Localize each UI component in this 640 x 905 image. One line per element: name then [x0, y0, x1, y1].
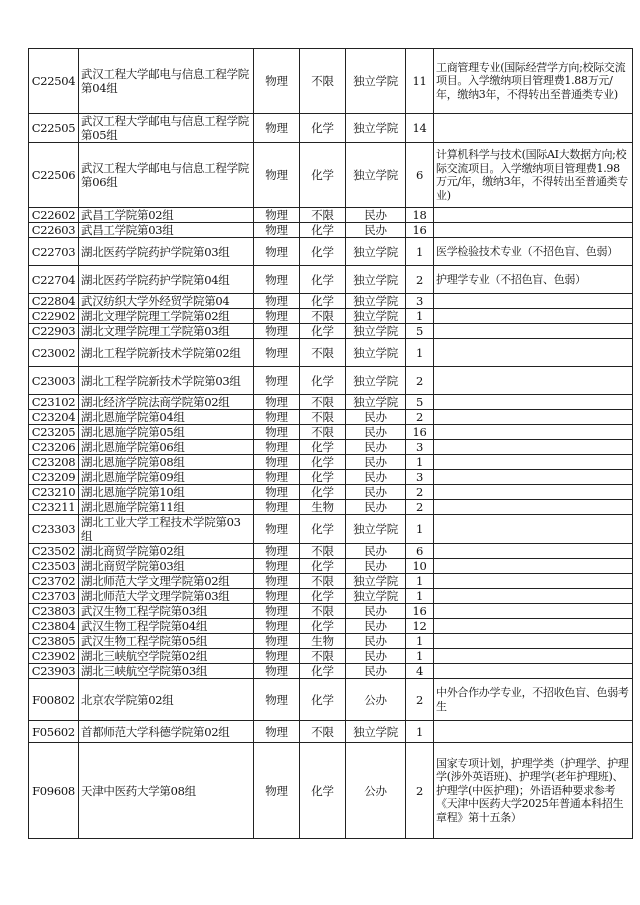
remark-cell	[434, 664, 633, 679]
group-code-cell: C23703	[29, 589, 79, 604]
group-code-cell: C23102	[29, 395, 79, 410]
remark-cell: 护理学专业（不招色盲、色弱）	[434, 266, 633, 294]
school-group-cell: 湖北恩施学院第05组	[79, 425, 254, 440]
school-group-cell: 湖北师范大学文理学院第02组	[79, 574, 254, 589]
first-subject-cell: 物理	[254, 589, 300, 604]
remark-cell	[434, 455, 633, 470]
plan-count-cell: 3	[406, 294, 434, 309]
school-type-cell: 民办	[346, 500, 406, 515]
school-group-cell: 湖北工程学院新技术学院第02组	[79, 339, 254, 367]
plan-count-cell: 5	[406, 324, 434, 339]
group-code-cell: C22903	[29, 324, 79, 339]
table-row	[29, 589, 633, 604]
plan-count-cell: 1	[406, 515, 434, 544]
first-subject-cell: 物理	[254, 604, 300, 619]
remark-cell	[434, 425, 633, 440]
school-group-cell: 武汉工程大学邮电与信息工程学院第05组	[79, 114, 254, 143]
remark-cell	[434, 294, 633, 309]
second-subject-cell: 化学	[300, 679, 346, 721]
remark-cell	[434, 367, 633, 395]
table-row	[29, 208, 633, 223]
plan-count-cell: 3	[406, 440, 434, 455]
table-row	[29, 455, 633, 470]
plan-count-cell: 1	[406, 649, 434, 664]
second-subject-cell: 化学	[300, 223, 346, 238]
plan-count-cell: 5	[406, 395, 434, 410]
school-type-cell: 民办	[346, 664, 406, 679]
school-group-cell: 湖北医药学院药护学院第03组	[79, 238, 254, 266]
group-code-cell: C22504	[29, 49, 79, 114]
school-group-cell: 湖北恩施学院第04组	[79, 410, 254, 425]
school-group-cell: 武昌工学院第03组	[79, 223, 254, 238]
first-subject-cell: 物理	[254, 440, 300, 455]
first-subject-cell: 物理	[254, 143, 300, 208]
remark-cell	[434, 721, 633, 743]
school-type-cell: 独立学院	[346, 515, 406, 544]
school-type-cell: 民办	[346, 485, 406, 500]
group-code-cell: C23503	[29, 559, 79, 574]
second-subject-cell: 化学	[300, 266, 346, 294]
group-code-cell: C23205	[29, 425, 79, 440]
plan-count-cell: 1	[406, 455, 434, 470]
school-type-cell: 公办	[346, 743, 406, 839]
plan-count-cell: 1	[406, 634, 434, 649]
first-subject-cell: 物理	[254, 294, 300, 309]
second-subject-cell: 不限	[300, 425, 346, 440]
remark-cell	[434, 544, 633, 559]
second-subject-cell: 化学	[300, 294, 346, 309]
second-subject-cell: 不限	[300, 339, 346, 367]
first-subject-cell: 物理	[254, 238, 300, 266]
remark-cell: 国家专项计划，护理学类（护理学、护理学(涉外英语班)、护理学(老年护理班)、护理学(中医护理)；外语语种要求参考《天津中医药大学2025年普通本科招生章程》第十五条）	[434, 743, 633, 839]
first-subject-cell: 物理	[254, 679, 300, 721]
second-subject-cell: 不限	[300, 208, 346, 223]
plan-count-cell: 1	[406, 721, 434, 743]
first-subject-cell: 物理	[254, 559, 300, 574]
table-row	[29, 367, 633, 395]
first-subject-cell: 物理	[254, 500, 300, 515]
school-type-cell: 民办	[346, 440, 406, 455]
plan-count-cell: 6	[406, 544, 434, 559]
table-row	[29, 574, 633, 589]
table-row	[29, 679, 633, 721]
school-group-cell: 湖北三峡航空学院第02组	[79, 649, 254, 664]
table-row	[29, 114, 633, 143]
second-subject-cell: 化学	[300, 367, 346, 395]
first-subject-cell: 物理	[254, 309, 300, 324]
school-group-cell: 天津中医药大学第08组	[79, 743, 254, 839]
group-code-cell: C23803	[29, 604, 79, 619]
first-subject-cell: 物理	[254, 425, 300, 440]
group-code-cell: C23502	[29, 544, 79, 559]
second-subject-cell: 化学	[300, 664, 346, 679]
first-subject-cell: 物理	[254, 485, 300, 500]
plan-count-cell: 2	[406, 410, 434, 425]
second-subject-cell: 生物	[300, 634, 346, 649]
first-subject-cell: 物理	[254, 664, 300, 679]
remark-cell	[434, 589, 633, 604]
group-code-cell: C23003	[29, 367, 79, 395]
second-subject-cell: 不限	[300, 49, 346, 114]
school-type-cell: 独立学院	[346, 324, 406, 339]
plan-count-cell: 2	[406, 485, 434, 500]
plan-count-cell: 3	[406, 470, 434, 485]
group-code-cell: C22505	[29, 114, 79, 143]
plan-count-cell: 16	[406, 223, 434, 238]
first-subject-cell: 物理	[254, 634, 300, 649]
school-type-cell: 民办	[346, 559, 406, 574]
table-row	[29, 440, 633, 455]
first-subject-cell: 物理	[254, 574, 300, 589]
second-subject-cell: 化学	[300, 485, 346, 500]
first-subject-cell: 物理	[254, 114, 300, 143]
first-subject-cell: 物理	[254, 49, 300, 114]
school-type-cell: 独立学院	[346, 589, 406, 604]
table-row	[29, 721, 633, 743]
remark-cell	[434, 114, 633, 143]
table-row	[29, 544, 633, 559]
group-code-cell: C23204	[29, 410, 79, 425]
table-row	[29, 664, 633, 679]
second-subject-cell: 不限	[300, 649, 346, 664]
plan-count-cell: 2	[406, 367, 434, 395]
second-subject-cell: 化学	[300, 619, 346, 634]
group-code-cell: C23902	[29, 649, 79, 664]
school-type-cell: 独立学院	[346, 367, 406, 395]
remark-cell: 工商管理专业(国际经营学方向;校际交流项目。入学缴纳项目管理费1.88万元/年，缴纳3年，不得转出至普通类专业)	[434, 49, 633, 114]
admission-plan-table	[28, 48, 633, 839]
group-code-cell: C23903	[29, 664, 79, 679]
school-group-cell: 北京农学院第02组	[79, 679, 254, 721]
remark-cell	[434, 515, 633, 544]
remark-cell	[434, 410, 633, 425]
plan-count-cell: 4	[406, 664, 434, 679]
group-code-cell: C22506	[29, 143, 79, 208]
school-type-cell: 民办	[346, 619, 406, 634]
table-row	[29, 425, 633, 440]
table-row	[29, 485, 633, 500]
plan-count-cell: 1	[406, 589, 434, 604]
second-subject-cell: 化学	[300, 324, 346, 339]
plan-count-cell: 2	[406, 500, 434, 515]
first-subject-cell: 物理	[254, 395, 300, 410]
school-type-cell: 独立学院	[346, 114, 406, 143]
school-type-cell: 民办	[346, 604, 406, 619]
group-code-cell: C23002	[29, 339, 79, 367]
plan-count-cell: 1	[406, 309, 434, 324]
table-row	[29, 49, 633, 114]
school-type-cell: 独立学院	[346, 574, 406, 589]
table-row	[29, 294, 633, 309]
second-subject-cell: 不限	[300, 309, 346, 324]
table-row	[29, 309, 633, 324]
table-row	[29, 559, 633, 574]
table-row	[29, 604, 633, 619]
school-group-cell: 湖北文理学院理工学院第02组	[79, 309, 254, 324]
group-code-cell: C22703	[29, 238, 79, 266]
school-type-cell: 民办	[346, 223, 406, 238]
group-code-cell: C22804	[29, 294, 79, 309]
table-row	[29, 470, 633, 485]
remark-cell	[434, 324, 633, 339]
first-subject-cell: 物理	[254, 649, 300, 664]
second-subject-cell: 化学	[300, 559, 346, 574]
school-group-cell: 湖北商贸学院第02组	[79, 544, 254, 559]
group-code-cell: F00802	[29, 679, 79, 721]
school-group-cell: 湖北工业大学工程技术学院第03组	[79, 515, 254, 544]
first-subject-cell: 物理	[254, 455, 300, 470]
first-subject-cell: 物理	[254, 208, 300, 223]
second-subject-cell: 不限	[300, 604, 346, 619]
school-type-cell: 独立学院	[346, 238, 406, 266]
plan-count-cell: 1	[406, 238, 434, 266]
school-type-cell: 民办	[346, 470, 406, 485]
second-subject-cell: 不限	[300, 395, 346, 410]
group-code-cell: C23804	[29, 619, 79, 634]
plan-count-cell: 10	[406, 559, 434, 574]
second-subject-cell: 化学	[300, 238, 346, 266]
table-row	[29, 339, 633, 367]
school-group-cell: 湖北恩施学院第11组	[79, 500, 254, 515]
first-subject-cell: 物理	[254, 223, 300, 238]
first-subject-cell: 物理	[254, 367, 300, 395]
school-type-cell: 民办	[346, 544, 406, 559]
remark-cell	[434, 470, 633, 485]
table-row	[29, 634, 633, 649]
first-subject-cell: 物理	[254, 266, 300, 294]
school-group-cell: 湖北恩施学院第06组	[79, 440, 254, 455]
remark-cell: 中外合作办学专业，不招收色盲、色弱考生	[434, 679, 633, 721]
school-type-cell: 民办	[346, 410, 406, 425]
plan-count-cell: 2	[406, 679, 434, 721]
group-code-cell: C23208	[29, 455, 79, 470]
school-group-cell: 武汉生物工程学院第04组	[79, 619, 254, 634]
first-subject-cell: 物理	[254, 721, 300, 743]
school-type-cell: 民办	[346, 208, 406, 223]
school-group-cell: 湖北师范大学文理学院第03组	[79, 589, 254, 604]
school-group-cell: 湖北文理学院理工学院第03组	[79, 324, 254, 339]
first-subject-cell: 物理	[254, 324, 300, 339]
second-subject-cell: 化学	[300, 455, 346, 470]
second-subject-cell: 化学	[300, 143, 346, 208]
remark-cell	[434, 634, 633, 649]
group-code-cell: C23702	[29, 574, 79, 589]
remark-cell	[434, 339, 633, 367]
table-row	[29, 619, 633, 634]
group-code-cell: F09608	[29, 743, 79, 839]
group-code-cell: C23209	[29, 470, 79, 485]
group-code-cell: C23303	[29, 515, 79, 544]
plan-count-cell: 1	[406, 574, 434, 589]
table-row	[29, 266, 633, 294]
remark-cell	[434, 619, 633, 634]
remark-cell	[434, 649, 633, 664]
group-code-cell: C22602	[29, 208, 79, 223]
table-row	[29, 743, 633, 839]
group-code-cell: C23805	[29, 634, 79, 649]
school-group-cell: 湖北工程学院新技术学院第03组	[79, 367, 254, 395]
school-type-cell: 独立学院	[346, 395, 406, 410]
school-type-cell: 民办	[346, 649, 406, 664]
remark-cell	[434, 309, 633, 324]
first-subject-cell: 物理	[254, 619, 300, 634]
school-group-cell: 武昌工学院第02组	[79, 208, 254, 223]
school-type-cell: 独立学院	[346, 294, 406, 309]
school-group-cell: 湖北恩施学院第10组	[79, 485, 254, 500]
first-subject-cell: 物理	[254, 410, 300, 425]
remark-cell	[434, 574, 633, 589]
second-subject-cell: 化学	[300, 470, 346, 485]
table-row	[29, 143, 633, 208]
school-type-cell: 民办	[346, 455, 406, 470]
school-group-cell: 湖北恩施学院第09组	[79, 470, 254, 485]
first-subject-cell: 物理	[254, 515, 300, 544]
second-subject-cell: 生物	[300, 500, 346, 515]
school-group-cell: 武汉纺织大学外经贸学院第04	[79, 294, 254, 309]
remark-cell	[434, 223, 633, 238]
school-group-cell: 湖北三峡航空学院第03组	[79, 664, 254, 679]
school-type-cell: 公办	[346, 679, 406, 721]
group-code-cell: C23210	[29, 485, 79, 500]
first-subject-cell: 物理	[254, 339, 300, 367]
school-type-cell: 民办	[346, 425, 406, 440]
school-group-cell: 武汉生物工程学院第05组	[79, 634, 254, 649]
table-row	[29, 515, 633, 544]
table-row	[29, 649, 633, 664]
plan-count-cell: 6	[406, 143, 434, 208]
first-subject-cell: 物理	[254, 743, 300, 839]
school-group-cell: 湖北恩施学院第08组	[79, 455, 254, 470]
remark-cell	[434, 208, 633, 223]
second-subject-cell: 化学	[300, 589, 346, 604]
table-row	[29, 410, 633, 425]
second-subject-cell: 化学	[300, 114, 346, 143]
table-row	[29, 324, 633, 339]
plan-count-cell: 14	[406, 114, 434, 143]
plan-count-cell: 16	[406, 425, 434, 440]
school-type-cell: 民办	[346, 634, 406, 649]
table-body	[29, 49, 633, 839]
remark-cell	[434, 500, 633, 515]
remark-cell	[434, 440, 633, 455]
school-type-cell: 独立学院	[346, 143, 406, 208]
school-type-cell: 独立学院	[346, 49, 406, 114]
school-group-cell: 武汉工程大学邮电与信息工程学院第06组	[79, 143, 254, 208]
school-type-cell: 独立学院	[346, 309, 406, 324]
plan-count-cell: 16	[406, 604, 434, 619]
plan-count-cell: 11	[406, 49, 434, 114]
remark-cell	[434, 395, 633, 410]
second-subject-cell: 不限	[300, 544, 346, 559]
second-subject-cell: 不限	[300, 574, 346, 589]
table-row	[29, 395, 633, 410]
school-group-cell: 湖北医药学院药护学院第04组	[79, 266, 254, 294]
table-row	[29, 238, 633, 266]
plan-count-cell: 1	[406, 339, 434, 367]
school-group-cell: 武汉工程大学邮电与信息工程学院第04组	[79, 49, 254, 114]
plan-count-cell: 18	[406, 208, 434, 223]
table-row	[29, 500, 633, 515]
second-subject-cell: 不限	[300, 410, 346, 425]
second-subject-cell: 不限	[300, 721, 346, 743]
school-group-cell: 湖北商贸学院第03组	[79, 559, 254, 574]
school-group-cell: 武汉生物工程学院第03组	[79, 604, 254, 619]
remark-cell	[434, 559, 633, 574]
group-code-cell: C22603	[29, 223, 79, 238]
second-subject-cell: 化学	[300, 515, 346, 544]
group-code-cell: C23211	[29, 500, 79, 515]
group-code-cell: C22704	[29, 266, 79, 294]
school-group-cell: 湖北经济学院法商学院第02组	[79, 395, 254, 410]
remark-cell: 计算机科学与技术(国际AI大数据方向;校际交流项目。入学缴纳项目管理费1.98万元/年，缴纳3年，不得转出至普通类专业)	[434, 143, 633, 208]
plan-count-cell: 2	[406, 743, 434, 839]
group-code-cell: F05602	[29, 721, 79, 743]
second-subject-cell: 化学	[300, 743, 346, 839]
school-group-cell: 首都师范大学科德学院第02组	[79, 721, 254, 743]
first-subject-cell: 物理	[254, 470, 300, 485]
school-type-cell: 独立学院	[346, 721, 406, 743]
first-subject-cell: 物理	[254, 544, 300, 559]
school-type-cell: 独立学院	[346, 266, 406, 294]
group-code-cell: C23206	[29, 440, 79, 455]
school-type-cell: 独立学院	[346, 339, 406, 367]
remark-cell	[434, 485, 633, 500]
plan-count-cell: 2	[406, 266, 434, 294]
table-row	[29, 223, 633, 238]
second-subject-cell: 化学	[300, 440, 346, 455]
remark-cell	[434, 604, 633, 619]
remark-cell: 医学检验技术专业（不招色盲、色弱）	[434, 238, 633, 266]
group-code-cell: C22902	[29, 309, 79, 324]
plan-count-cell: 12	[406, 619, 434, 634]
